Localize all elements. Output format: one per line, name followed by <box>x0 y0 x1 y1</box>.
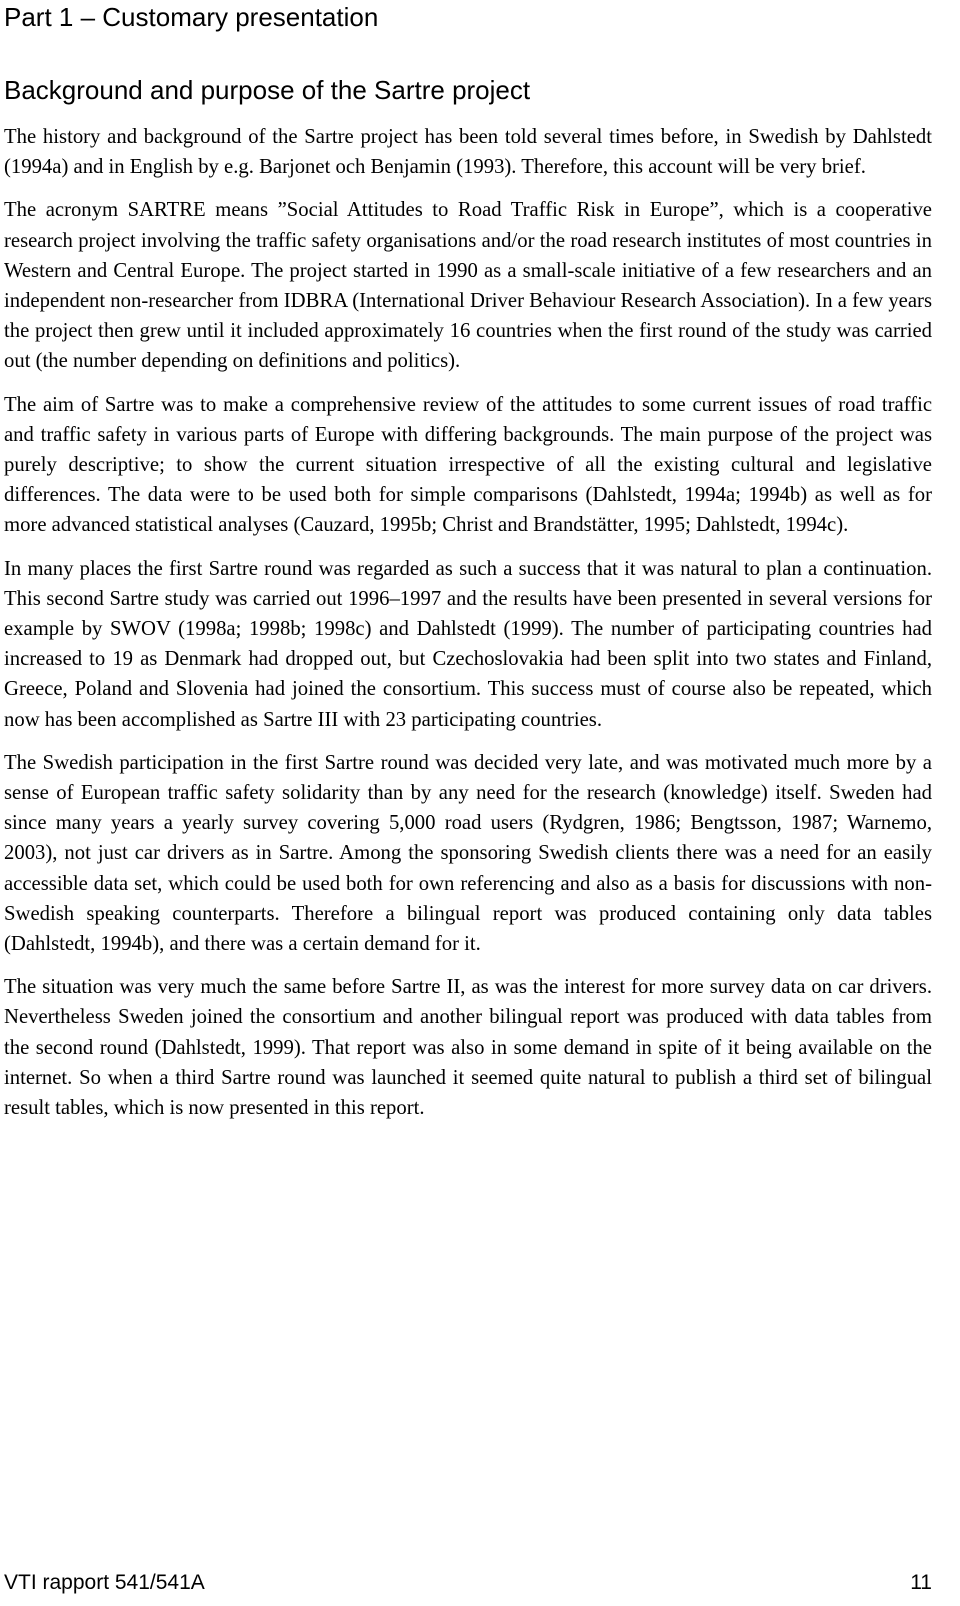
paragraph: The Swedish participation in the first Sartre round was decided very late, and was motivated much more by a sense of European traffic safety solidarity than by any need for the research (knowledge) itself. Sweden had since many years a yearly survey covering 5,000 road users (Rydgren, 1986; Bengtsson, 1987; Warnemo, 2003), not just car drivers as in Sartre. Among the sponsoring Swedish clients there was a need for an easily accessible data set, which could be used both for own referencing and also as a basis for discussions with non-Swedish speaking counterparts. Therefore a bilingual report was produced containing only data tables (Dahlstedt, 1994b), and there was a certain demand for it. <box>4 751 932 956</box>
paragraph: In many places the first Sartre round was regarded as such a success that it was natural to plan a continuation. This second Sartre study was carried out 1996–1997 and the results have been presented in several versions for example by SWOV (1998a; 1998b; 1998c) and Dahlstedt (1999). The number of participating countries had increased to 19 as Denmark had dropped out, but Czechoslovakia had been split into two states and Finland, Greece, Poland and Slovenia had joined the consortium. This success must of course also be repeated, which now has been accomplished as Sartre III with 23 participating countries. <box>4 557 932 731</box>
page-number: 11 <box>910 1571 932 1594</box>
part-title: Part 1 – Customary presentation <box>4 2 379 32</box>
paragraph: The acronym SARTRE means ”Social Attitudes to Road Traffic Risk in Europe”, which is a cooperative research project involving the traffic safety organisations and/or the road research institutes of most countries in Western and Central Europe. The project started in 1990 as a small-scale initiative of a few researchers and an independent non-researcher from IDBRA (International Driver Behaviour Research Association). In a few years the project then grew until it included approximately 16 countries when the first round of the study was carried out (the number depending on definitions and politics). <box>4 199 932 373</box>
paragraph: The history and background of the Sartre project has been told several times before, in Swedish by Dahlstedt (1994a) and in English by e.g. Barjonet och Benjamin (1993). Therefore, this account will be very brief. <box>4 126 932 179</box>
paragraph: The situation was very much the same before Sartre II, as was the interest for more survey data on car drivers. Nevertheless Sweden joined the consortium and another bilingual report was produced with data tables from the second round (Dahlstedt, 1999). That report was also in some demand in spite of it being available on the internet. So when a third Sartre round was launched it seemed quite natural to publish a third set of bilingual result tables, which is now presented in this report. <box>4 976 932 1120</box>
body-text <box>4 122 932 1136</box>
section-title: Background and purpose of the Sartre project <box>4 75 531 105</box>
paragraph: The aim of Sartre was to make a comprehensive review of the attitudes to some current issues of road traffic and traffic safety in various parts of Europe with differing backgrounds. The main purpose of the project was purely descriptive; to show the current situation irrespective of all the existing cultural and legislative differences. The data were to be used both for simple comparisons (Dahlstedt, 1994a; 1994b) as well as for more advanced statistical analyses (Cauzard, 1995b; Christ and Brandstätter, 1995; Dahlstedt, 1994c). <box>4 393 932 537</box>
report-label: VTI rapport 541/541A <box>4 1571 205 1594</box>
